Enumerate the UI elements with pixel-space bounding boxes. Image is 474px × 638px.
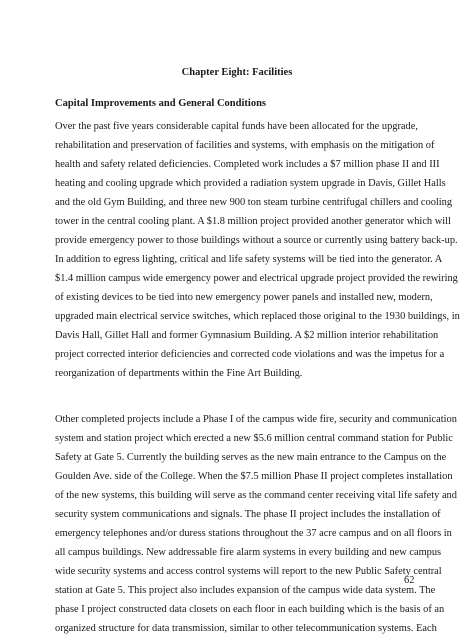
paragraph-line: system and station project which erected a new $5.6 million central command station for Public xyxy=(55,433,453,444)
paragraph-line: $1.4 million campus wide emergency power and electrical upgrade project provided the rewiring xyxy=(55,273,458,284)
paragraph-line: wide security systems and access control systems will report to the new Public Safety central xyxy=(55,566,442,577)
page-number: 62 xyxy=(404,575,415,586)
paragraph-line: rehabilitation and preservation of facilities and systems, with emphasis on the mitigation of xyxy=(55,140,435,151)
paragraph-line: phase I project constructed data closets on each floor in each building which is the basis of an xyxy=(55,604,445,615)
paragraph-line: emergency telephones and/or duress stations throughout the 37 acre campus and on all floors in xyxy=(55,528,452,539)
paragraph-line: project corrected interior deficiencies and corrected code violations and was the impetus for a xyxy=(55,349,445,360)
paragraph-line: of existing devices to be tied into new emergency power panels and installed new, modern, xyxy=(55,292,433,303)
paragraph-line: security system communications and signals. The phase II project includes the installation of xyxy=(55,509,441,520)
paragraph-line: health and safety related deficiencies. Completed work includes a $7 million phase II and III xyxy=(55,159,440,170)
paragraph-line: of the new systems, this building will serve as the command center receiving vital life safety and xyxy=(55,490,457,501)
paragraph-line: Safety at Gate 5. Currently the building serves as the new main entrance to the Campus on the xyxy=(55,452,447,463)
paragraph-2 xyxy=(55,410,457,638)
paragraph-line: all campus buildings. New addressable fire alarm systems in every building and new campus xyxy=(55,547,442,558)
paragraph-1 xyxy=(55,117,460,383)
paragraph-line: organized structure for data transmission, similar to other telecommunication systems. Each xyxy=(55,623,437,634)
paragraph-line: Other completed projects include a Phase I of the campus wide fire, security and communication xyxy=(55,414,457,425)
paragraph-line: Davis Hall, Gillet Hall and former Gymnasium Building. A $2 million interior rehabilitation xyxy=(55,330,439,341)
paragraph-line: provide emergency power to those buildings without a source or currently using battery back-up. xyxy=(55,235,458,246)
paragraph-line: and the old Gym Building, and three new 900 ton steam turbine centrifugal chillers and cooling xyxy=(55,197,453,208)
chapter-title: Chapter Eight: Facilities xyxy=(181,67,293,78)
paragraph-line: Goulden Ave. side of the College. When the $7.5 million Phase II project completes installation xyxy=(55,471,453,482)
paragraph-line: In addition to egress lighting, critical and life safety systems will be tied into the generator. A xyxy=(55,254,443,265)
paragraph-line: tower in the central cooling plant. A $1.8 million project provided another generator which will xyxy=(55,216,451,227)
paragraph-line: upgraded main electrical service switches, which replaced those original to the 1930 buildings, in xyxy=(55,311,460,322)
section-heading: Capital Improvements and General Conditions xyxy=(55,98,266,109)
paragraph-line: reorganization of departments within the Fine Art Building. xyxy=(55,368,303,379)
paragraph-line: Over the past five years considerable capital funds have been allocated for the upgrade, xyxy=(55,121,418,132)
paragraph-line: station at Gate 5. This project also includes expansion of the campus wide data system. The xyxy=(55,585,436,596)
paragraph-line: heating and cooling upgrade which provided a radiation system upgrade in Davis, Gillet Halls xyxy=(55,178,446,189)
